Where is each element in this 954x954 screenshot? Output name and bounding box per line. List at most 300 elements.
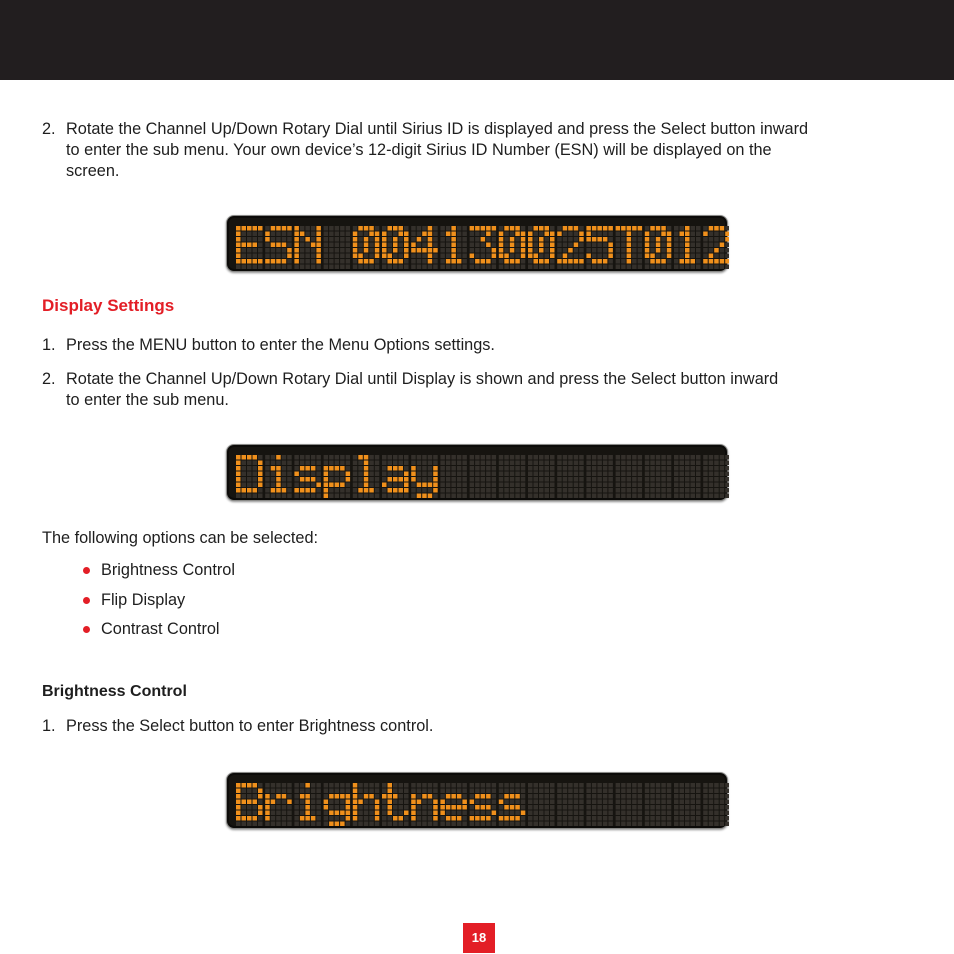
lcd-unlit-dot xyxy=(720,472,725,477)
lcd-unlit-dot xyxy=(242,232,247,237)
lcd-unlit-dot xyxy=(521,472,526,477)
lcd-lit-dot xyxy=(645,232,650,237)
lcd-unlit-dot xyxy=(703,805,708,810)
lcd-unlit-dot xyxy=(422,254,427,259)
lcd-lit-dot xyxy=(451,226,456,231)
lcd-unlit-dot xyxy=(656,811,661,816)
lcd-unlit-dot xyxy=(638,477,643,482)
lcd-unlit-dot xyxy=(656,232,661,237)
lcd-unlit-dot xyxy=(685,472,690,477)
lcd-unlit-dot xyxy=(725,822,729,827)
lcd-unlit-dot xyxy=(539,816,544,821)
lcd-unlit-dot xyxy=(486,461,491,466)
lcd-unlit-dot xyxy=(616,483,621,488)
lcd-unlit-dot xyxy=(287,265,292,270)
lcd-unlit-dot xyxy=(539,805,544,810)
lcd-unlit-dot xyxy=(696,822,701,827)
lcd-unlit-dot xyxy=(311,259,316,264)
lcd-unlit-dot xyxy=(510,455,515,460)
lcd-lit-dot xyxy=(667,254,672,259)
lcd-unlit-dot xyxy=(481,265,486,270)
lcd-unlit-dot xyxy=(592,254,597,259)
lcd-unlit-dot xyxy=(545,794,550,799)
lcd-unlit-dot xyxy=(597,483,602,488)
lcd-lit-dot xyxy=(271,226,276,231)
lcd-lit-dot xyxy=(714,226,719,231)
lcd-lit-dot xyxy=(433,472,438,477)
lcd-unlit-dot xyxy=(550,461,555,466)
lcd-unlit-dot xyxy=(621,800,626,805)
lcd-unlit-dot xyxy=(539,477,544,482)
lcd-unlit-dot xyxy=(645,805,650,810)
lcd-unlit-dot xyxy=(667,259,672,264)
lcd-lit-dot xyxy=(568,226,573,231)
lcd-unlit-dot xyxy=(335,494,340,499)
lcd-unlit-dot xyxy=(661,466,666,471)
lcd-lit-dot xyxy=(486,232,491,237)
lcd-unlit-dot xyxy=(324,461,329,466)
lcd-unlit-dot xyxy=(714,811,719,816)
lcd-unlit-dot xyxy=(411,488,416,493)
lcd-unlit-dot xyxy=(457,811,462,816)
lcd-unlit-dot xyxy=(521,226,526,231)
lcd-unlit-dot xyxy=(422,259,427,264)
page-number: 18 xyxy=(463,923,495,953)
lcd-unlit-dot xyxy=(236,265,241,270)
lcd-lit-dot xyxy=(568,259,573,264)
lcd-unlit-dot xyxy=(661,794,666,799)
lcd-unlit-dot xyxy=(691,477,696,482)
lcd-unlit-dot xyxy=(557,466,562,471)
lcd-unlit-dot xyxy=(703,455,708,460)
lcd-unlit-dot xyxy=(608,265,613,270)
lcd-unlit-dot xyxy=(382,488,387,493)
lcd-unlit-dot xyxy=(574,789,579,794)
lcd-lit-dot xyxy=(311,243,316,248)
lcd-unlit-dot xyxy=(616,494,621,499)
lcd-unlit-dot xyxy=(271,237,276,242)
lcd-unlit-dot xyxy=(568,811,573,816)
lcd-unlit-dot xyxy=(271,822,276,827)
lcd-unlit-dot xyxy=(236,822,241,827)
lcd-lit-dot xyxy=(340,822,345,827)
lcd-unlit-dot xyxy=(457,483,462,488)
lcd-unlit-dot xyxy=(446,248,451,253)
lcd-unlit-dot xyxy=(661,243,666,248)
lcd-unlit-dot xyxy=(375,265,380,270)
lcd-display-brightness xyxy=(226,772,728,829)
lcd-unlit-dot xyxy=(346,822,351,827)
lcd-unlit-dot xyxy=(534,811,539,816)
lcd-unlit-dot xyxy=(388,232,393,237)
lcd-unlit-dot xyxy=(335,789,340,794)
lcd-unlit-dot xyxy=(680,805,685,810)
lcd-lit-dot xyxy=(627,237,632,242)
lcd-unlit-dot xyxy=(300,254,305,259)
lcd-lit-dot xyxy=(645,248,650,253)
lcd-unlit-dot xyxy=(271,783,276,788)
lcd-unlit-dot xyxy=(470,805,475,810)
lcd-unlit-dot xyxy=(674,265,679,270)
esn-step-line-2: to enter the sub menu. Your own device’s 12-digit Sirius ID Number (ESN) will be displayed on the xyxy=(66,141,772,159)
lcd-unlit-dot xyxy=(242,466,247,471)
lcd-unlit-dot xyxy=(504,811,509,816)
lcd-lit-dot xyxy=(632,226,637,231)
lcd-unlit-dot xyxy=(433,794,438,799)
lcd-lit-dot xyxy=(451,248,456,253)
lcd-unlit-dot xyxy=(300,494,305,499)
lcd-lit-dot xyxy=(340,466,345,471)
lcd-unlit-dot xyxy=(515,811,520,816)
lcd-unlit-dot xyxy=(557,805,562,810)
lcd-lit-dot xyxy=(440,811,445,816)
lcd-unlit-dot xyxy=(271,811,276,816)
lcd-unlit-dot xyxy=(680,816,685,821)
lcd-unlit-dot xyxy=(691,789,696,794)
options-list xyxy=(80,560,235,649)
lcd-unlit-dot xyxy=(353,477,358,482)
lcd-unlit-dot xyxy=(311,254,316,259)
lcd-unlit-dot xyxy=(504,237,509,242)
lcd-unlit-dot xyxy=(521,488,526,493)
lcd-unlit-dot xyxy=(521,461,526,466)
lcd-unlit-dot xyxy=(586,816,591,821)
lcd-unlit-dot xyxy=(661,811,666,816)
lcd-unlit-dot xyxy=(674,811,679,816)
lcd-unlit-dot xyxy=(428,783,433,788)
lcd-unlit-dot xyxy=(492,243,497,248)
lcd-unlit-dot xyxy=(515,783,520,788)
lcd-unlit-dot xyxy=(709,794,714,799)
lcd-unlit-dot xyxy=(616,265,621,270)
lcd-unlit-dot xyxy=(574,265,579,270)
lcd-unlit-dot xyxy=(534,243,539,248)
lcd-unlit-dot xyxy=(632,265,637,270)
lcd-lit-dot xyxy=(667,237,672,242)
lcd-lit-dot xyxy=(528,232,533,237)
lcd-unlit-dot xyxy=(616,805,621,810)
lcd-unlit-dot xyxy=(608,232,613,237)
lcd-unlit-dot xyxy=(399,783,404,788)
lcd-lit-dot xyxy=(433,248,438,253)
lcd-unlit-dot xyxy=(316,488,321,493)
lcd-unlit-dot xyxy=(271,265,276,270)
lcd-unlit-dot xyxy=(369,243,374,248)
lcd-unlit-dot xyxy=(574,477,579,482)
lcd-lit-dot xyxy=(528,248,533,253)
lcd-lit-dot xyxy=(375,248,380,253)
lcd-unlit-dot xyxy=(667,805,672,810)
lcd-unlit-dot xyxy=(592,455,597,460)
lcd-unlit-dot xyxy=(470,248,475,253)
lcd-unlit-dot xyxy=(457,265,462,270)
lcd-unlit-dot xyxy=(504,494,509,499)
lcd-unlit-dot xyxy=(627,816,632,821)
lcd-unlit-dot xyxy=(528,477,533,482)
lcd-unlit-dot xyxy=(388,248,393,253)
lcd-lit-dot xyxy=(388,783,393,788)
lcd-lit-dot xyxy=(364,461,369,466)
lcd-unlit-dot xyxy=(550,259,555,264)
lcd-unlit-dot xyxy=(720,494,725,499)
lcd-lit-dot xyxy=(645,254,650,259)
display-step-2-line-2: to enter the sub menu. xyxy=(66,391,229,409)
lcd-unlit-dot xyxy=(382,455,387,460)
lcd-unlit-dot xyxy=(253,237,258,242)
lcd-unlit-dot xyxy=(616,237,621,242)
lcd-unlit-dot xyxy=(457,232,462,237)
lcd-unlit-dot xyxy=(661,248,666,253)
lcd-unlit-dot xyxy=(539,472,544,477)
lcd-unlit-dot xyxy=(586,477,591,482)
lcd-unlit-dot xyxy=(656,461,661,466)
lcd-lit-dot xyxy=(388,254,393,259)
lcd-unlit-dot xyxy=(714,477,719,482)
lcd-lit-dot xyxy=(481,226,486,231)
lcd-unlit-dot xyxy=(340,259,345,264)
lcd-unlit-dot xyxy=(638,466,643,471)
lcd-unlit-dot xyxy=(534,265,539,270)
lcd-unlit-dot xyxy=(457,494,462,499)
lcd-lit-dot xyxy=(388,805,393,810)
lcd-unlit-dot xyxy=(422,455,427,460)
lcd-lit-dot xyxy=(656,248,661,253)
lcd-lit-dot xyxy=(353,811,358,816)
lcd-unlit-dot xyxy=(265,488,270,493)
lcd-unlit-dot xyxy=(329,455,334,460)
lcd-unlit-dot xyxy=(650,483,655,488)
lcd-unlit-dot xyxy=(674,477,679,482)
lcd-unlit-dot xyxy=(528,259,533,264)
lcd-unlit-dot xyxy=(247,805,252,810)
lcd-unlit-dot xyxy=(428,789,433,794)
lcd-unlit-dot xyxy=(265,483,270,488)
lcd-lit-dot xyxy=(346,800,351,805)
lcd-lit-dot xyxy=(346,805,351,810)
lcd-unlit-dot xyxy=(340,254,345,259)
lcd-unlit-dot xyxy=(579,800,584,805)
lcd-lit-dot xyxy=(411,816,416,821)
lcd-unlit-dot xyxy=(265,822,270,827)
lcd-unlit-dot xyxy=(521,466,526,471)
lcd-lit-dot xyxy=(388,259,393,264)
lcd-unlit-dot xyxy=(475,466,480,471)
lcd-lit-dot xyxy=(433,488,438,493)
lcd-unlit-dot xyxy=(703,248,708,253)
lcd-unlit-dot xyxy=(316,822,321,827)
lcd-unlit-dot xyxy=(481,248,486,253)
lcd-unlit-dot xyxy=(393,800,398,805)
lcd-unlit-dot xyxy=(462,254,467,259)
lcd-unlit-dot xyxy=(515,265,520,270)
lcd-unlit-dot xyxy=(287,259,292,264)
lcd-unlit-dot xyxy=(528,483,533,488)
lcd-unlit-dot xyxy=(329,472,334,477)
lcd-unlit-dot xyxy=(696,783,701,788)
lcd-unlit-dot xyxy=(656,472,661,477)
lcd-unlit-dot xyxy=(242,494,247,499)
lcd-lit-dot xyxy=(358,226,363,231)
lcd-unlit-dot xyxy=(324,237,329,242)
lcd-lit-dot xyxy=(375,800,380,805)
lcd-unlit-dot xyxy=(358,237,363,242)
lcd-unlit-dot xyxy=(422,811,427,816)
lcd-unlit-dot xyxy=(364,800,369,805)
lcd-unlit-dot xyxy=(451,477,456,482)
lcd-unlit-dot xyxy=(382,226,387,231)
lcd-lit-dot xyxy=(574,226,579,231)
lcd-unlit-dot xyxy=(282,254,287,259)
lcd-unlit-dot xyxy=(499,488,504,493)
lcd-unlit-dot xyxy=(696,811,701,816)
lcd-unlit-dot xyxy=(667,789,672,794)
lcd-unlit-dot xyxy=(661,800,666,805)
lcd-unlit-dot xyxy=(481,455,486,460)
lcd-lit-dot xyxy=(539,237,544,242)
lcd-unlit-dot xyxy=(667,494,672,499)
lcd-unlit-dot xyxy=(703,822,708,827)
lcd-unlit-dot xyxy=(579,466,584,471)
lcd-unlit-dot xyxy=(714,816,719,821)
lcd-unlit-dot xyxy=(616,472,621,477)
lcd-lit-dot xyxy=(253,226,258,231)
lcd-unlit-dot xyxy=(603,483,608,488)
lcd-lit-dot xyxy=(481,816,486,821)
lcd-unlit-dot xyxy=(294,822,299,827)
lcd-unlit-dot xyxy=(725,243,729,248)
lcd-unlit-dot xyxy=(528,816,533,821)
lcd-unlit-dot xyxy=(720,254,725,259)
lcd-lit-dot xyxy=(422,248,427,253)
lcd-unlit-dot xyxy=(335,259,340,264)
lcd-unlit-dot xyxy=(475,265,480,270)
lcd-unlit-dot xyxy=(638,494,643,499)
lcd-lit-dot xyxy=(417,248,422,253)
lcd-unlit-dot xyxy=(504,265,509,270)
lcd-lit-dot xyxy=(481,237,486,242)
lcd-unlit-dot xyxy=(696,265,701,270)
lcd-unlit-dot xyxy=(667,477,672,482)
lcd-unlit-dot xyxy=(667,472,672,477)
lcd-lit-dot xyxy=(335,483,340,488)
lcd-unlit-dot xyxy=(451,265,456,270)
lcd-lit-dot xyxy=(685,243,690,248)
lcd-unlit-dot xyxy=(271,483,276,488)
lcd-lit-dot xyxy=(287,254,292,259)
lcd-unlit-dot xyxy=(346,494,351,499)
lcd-unlit-dot xyxy=(335,455,340,460)
lcd-unlit-dot xyxy=(645,265,650,270)
lcd-unlit-dot xyxy=(446,265,451,270)
lcd-unlit-dot xyxy=(440,226,445,231)
lcd-unlit-dot xyxy=(510,822,515,827)
lcd-unlit-dot xyxy=(645,455,650,460)
lcd-lit-dot xyxy=(470,800,475,805)
lcd-unlit-dot xyxy=(510,494,515,499)
lcd-lit-dot xyxy=(364,455,369,460)
lcd-unlit-dot xyxy=(510,811,515,816)
lcd-unlit-dot xyxy=(492,488,497,493)
lcd-unlit-dot xyxy=(404,800,409,805)
lcd-unlit-dot xyxy=(451,800,456,805)
lcd-lit-dot xyxy=(451,816,456,821)
lcd-unlit-dot xyxy=(661,461,666,466)
lcd-unlit-dot xyxy=(545,466,550,471)
lcd-lit-dot xyxy=(428,226,433,231)
lcd-unlit-dot xyxy=(276,494,281,499)
lcd-lit-dot xyxy=(557,259,562,264)
lcd-unlit-dot xyxy=(369,461,374,466)
lcd-unlit-dot xyxy=(470,259,475,264)
lcd-lit-dot xyxy=(253,783,258,788)
lcd-unlit-dot xyxy=(592,800,597,805)
lcd-unlit-dot xyxy=(311,483,316,488)
lcd-unlit-dot xyxy=(462,816,467,821)
lcd-unlit-dot xyxy=(271,232,276,237)
lcd-unlit-dot xyxy=(329,477,334,482)
brightness-control-heading: Brightness Control xyxy=(42,683,187,700)
lcd-unlit-dot xyxy=(645,483,650,488)
lcd-unlit-dot xyxy=(667,483,672,488)
lcd-unlit-dot xyxy=(340,494,345,499)
lcd-unlit-dot xyxy=(311,226,316,231)
lcd-unlit-dot xyxy=(550,811,555,816)
lcd-unlit-dot xyxy=(428,265,433,270)
lcd-unlit-dot xyxy=(265,783,270,788)
lcd-unlit-dot xyxy=(276,254,281,259)
lcd-unlit-dot xyxy=(492,805,497,810)
lcd-unlit-dot xyxy=(650,816,655,821)
lcd-unlit-dot xyxy=(550,794,555,799)
lcd-unlit-dot xyxy=(422,237,427,242)
lcd-unlit-dot xyxy=(680,483,685,488)
lcd-unlit-dot xyxy=(550,822,555,827)
lcd-unlit-dot xyxy=(545,461,550,466)
lcd-unlit-dot xyxy=(393,822,398,827)
lcd-unlit-dot xyxy=(703,488,708,493)
lcd-unlit-dot xyxy=(504,466,509,471)
lcd-lit-dot xyxy=(603,237,608,242)
lcd-lit-dot xyxy=(650,259,655,264)
lcd-lit-dot xyxy=(703,259,708,264)
lcd-unlit-dot xyxy=(714,466,719,471)
lcd-unlit-dot xyxy=(579,783,584,788)
lcd-lit-dot xyxy=(242,800,247,805)
lcd-unlit-dot xyxy=(680,789,685,794)
lcd-unlit-dot xyxy=(382,816,387,821)
lcd-unlit-dot xyxy=(680,794,685,799)
lcd-unlit-dot xyxy=(696,455,701,460)
lcd-unlit-dot xyxy=(714,483,719,488)
lcd-unlit-dot xyxy=(457,822,462,827)
lcd-unlit-dot xyxy=(557,237,562,242)
lcd-unlit-dot xyxy=(404,265,409,270)
lcd-lit-dot xyxy=(703,232,708,237)
lcd-unlit-dot xyxy=(335,243,340,248)
lcd-unlit-dot xyxy=(242,811,247,816)
lcd-unlit-dot xyxy=(393,232,398,237)
lcd-unlit-dot xyxy=(457,789,462,794)
lcd-unlit-dot xyxy=(539,455,544,460)
lcd-unlit-dot xyxy=(486,789,491,794)
lcd-unlit-dot xyxy=(311,822,316,827)
lcd-lit-dot xyxy=(446,259,451,264)
lcd-unlit-dot xyxy=(645,461,650,466)
lcd-unlit-dot xyxy=(340,789,345,794)
lcd-lit-dot xyxy=(388,789,393,794)
lcd-unlit-dot xyxy=(621,794,626,799)
lcd-lit-dot xyxy=(358,800,363,805)
